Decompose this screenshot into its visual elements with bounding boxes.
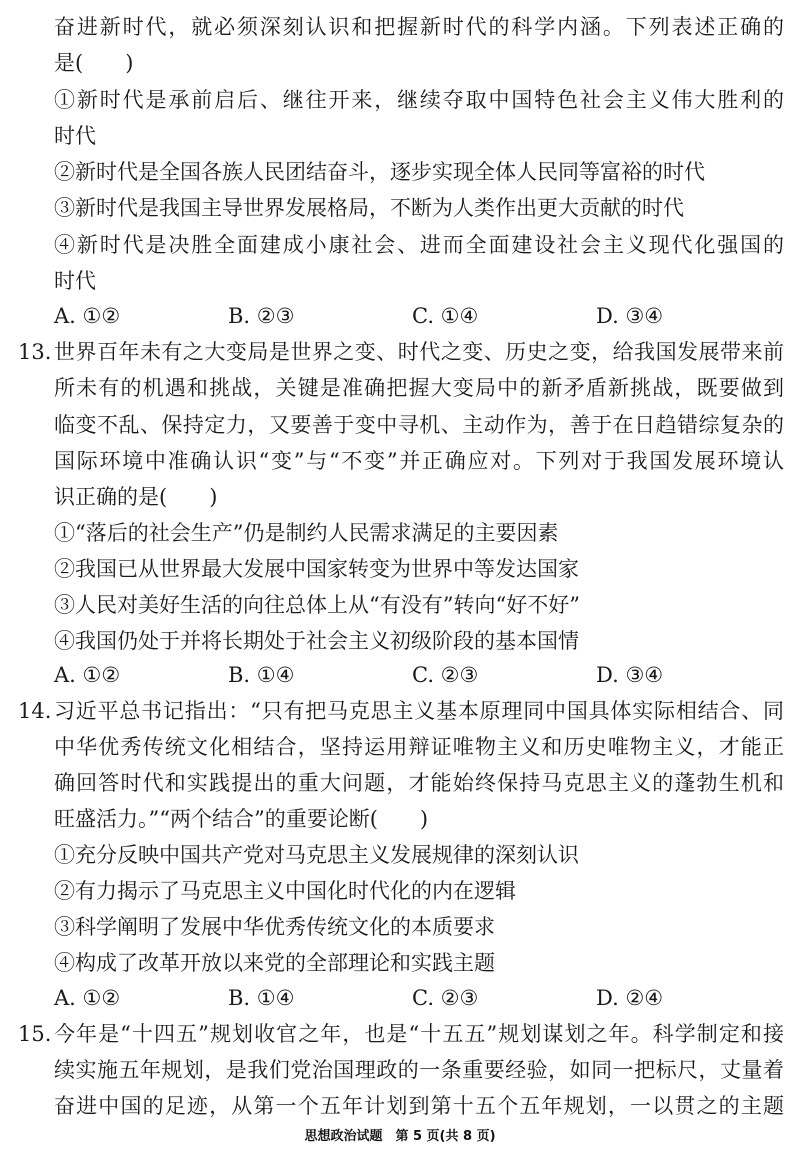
q13-stem-line: 临变不乱、保持定力，又要善于变中寻机、主动作为，善于在日趋错综复杂的 <box>54 413 784 437</box>
q14-number: 14. <box>18 699 52 723</box>
q14-statement-1: ①充分反映中国共产党对马克思主义发展规律的深刻认识 <box>54 843 579 867</box>
q14-stem-line: 旺盛活力。”“两个结合”的重要论断( ) <box>54 807 429 831</box>
q13-stem-line: 世界百年未有之大变局是世界之变、时代之变、历史之变，给我国发展带来前 <box>54 340 784 364</box>
q13-stem-line: 识正确的是( ) <box>54 485 218 509</box>
q14-stem-line: 习近平总书记指出：“只有把马克思主义基本原理同中国具体实际相结合、同 <box>54 699 784 723</box>
q12-statement-1: ①新时代是承前启后、继往开来，继续夺取中国特色社会主义伟大胜利的 <box>54 88 784 112</box>
page-footer: 思想政治试题 第 5 页(共 8 页) <box>304 1129 496 1144</box>
q12-option-d[interactable]: D. ③④ <box>596 304 664 328</box>
q15-stem-line: 续实施五年规划，是我们党治国理政的一条重要经验，如同一把标尺，丈量着 <box>54 1058 784 1082</box>
q13-option-b[interactable]: B. ①④ <box>228 663 295 687</box>
q14-statement-2: ②有力揭示了马克思主义中国化时代化的内在逻辑 <box>54 879 516 903</box>
q13-statement-1: ①“落后的社会生产”仍是制约人民需求满足的主要因素 <box>54 521 559 545</box>
q14-option-d[interactable]: D. ②④ <box>596 986 664 1010</box>
q13-number: 13. <box>18 340 52 364</box>
q14-statement-4: ④构成了改革开放以来党的全部理论和实践主题 <box>54 951 495 975</box>
q13-stem-line: 国际环境中准确认识“变”与“不变”并正确应对。下列对于我国发展环境认 <box>54 449 784 473</box>
q12-statement-1-cont: 时代 <box>54 124 96 148</box>
q12-stem-line: 是( ) <box>54 51 134 75</box>
q15-stem-line: 奋进中国的足迹，从第一个五年计划到第十五个五年规划，一以贯之的主题 <box>54 1094 784 1118</box>
q12-option-a[interactable]: A. ①② <box>54 304 121 328</box>
q13-option-c[interactable]: C. ②③ <box>412 663 479 687</box>
q14-option-b[interactable]: B. ①④ <box>228 986 295 1010</box>
q13-statement-2: ②我国已从世界最大发展中国家转变为世界中等发达国家 <box>54 557 579 581</box>
q13-stem-line: 所未有的机遇和挑战，关键是准确把握大变局中的新矛盾新挑战，既要做到 <box>54 376 784 400</box>
q15-number: 15. <box>18 1022 52 1046</box>
q13-statement-3: ③人民对美好生活的向往总体上从“有没有”转向“好不好” <box>54 593 580 617</box>
q14-statement-3: ③科学阐明了发展中华优秀传统文化的本质要求 <box>54 915 495 939</box>
q15-stem-line: 今年是“十四五”规划收官之年，也是“十五五”规划谋划之年。科学制定和接 <box>54 1022 784 1046</box>
q12-option-c[interactable]: C. ①④ <box>412 304 479 328</box>
q14-option-a[interactable]: A. ①② <box>54 986 121 1010</box>
q14-option-c[interactable]: C. ②③ <box>412 986 479 1010</box>
q12-option-b[interactable]: B. ②③ <box>228 304 295 328</box>
q12-statement-3: ③新时代是我国主导世界发展格局，不断为人类作出更大贡献的时代 <box>54 196 684 220</box>
q13-option-a[interactable]: A. ①② <box>54 663 121 687</box>
q12-statement-4: ④新时代是决胜全面建成小康社会、进而全面建设社会主义现代化强国的 <box>54 233 784 257</box>
q12-statement-4-cont: 时代 <box>54 269 96 293</box>
q13-option-d[interactable]: D. ③④ <box>596 663 664 687</box>
q12-stem-line: 奋进新时代，就必须深刻认识和把握新时代的科学内涵。下列表述正确的 <box>54 15 784 39</box>
q14-stem-line: 确回答时代和实践提出的重大问题，才能始终保持马克思主义的蓬勃生机和 <box>54 771 784 795</box>
q12-statement-2: ②新时代是全国各族人民团结奋斗，逐步实现全体人民同等富裕的时代 <box>54 160 705 184</box>
q14-stem-line: 中华优秀传统文化相结合，坚持运用辩证唯物主义和历史唯物主义，才能正 <box>54 735 784 759</box>
q13-statement-4: ④我国仍处于并将长期处于社会主义初级阶段的基本国情 <box>54 629 579 653</box>
